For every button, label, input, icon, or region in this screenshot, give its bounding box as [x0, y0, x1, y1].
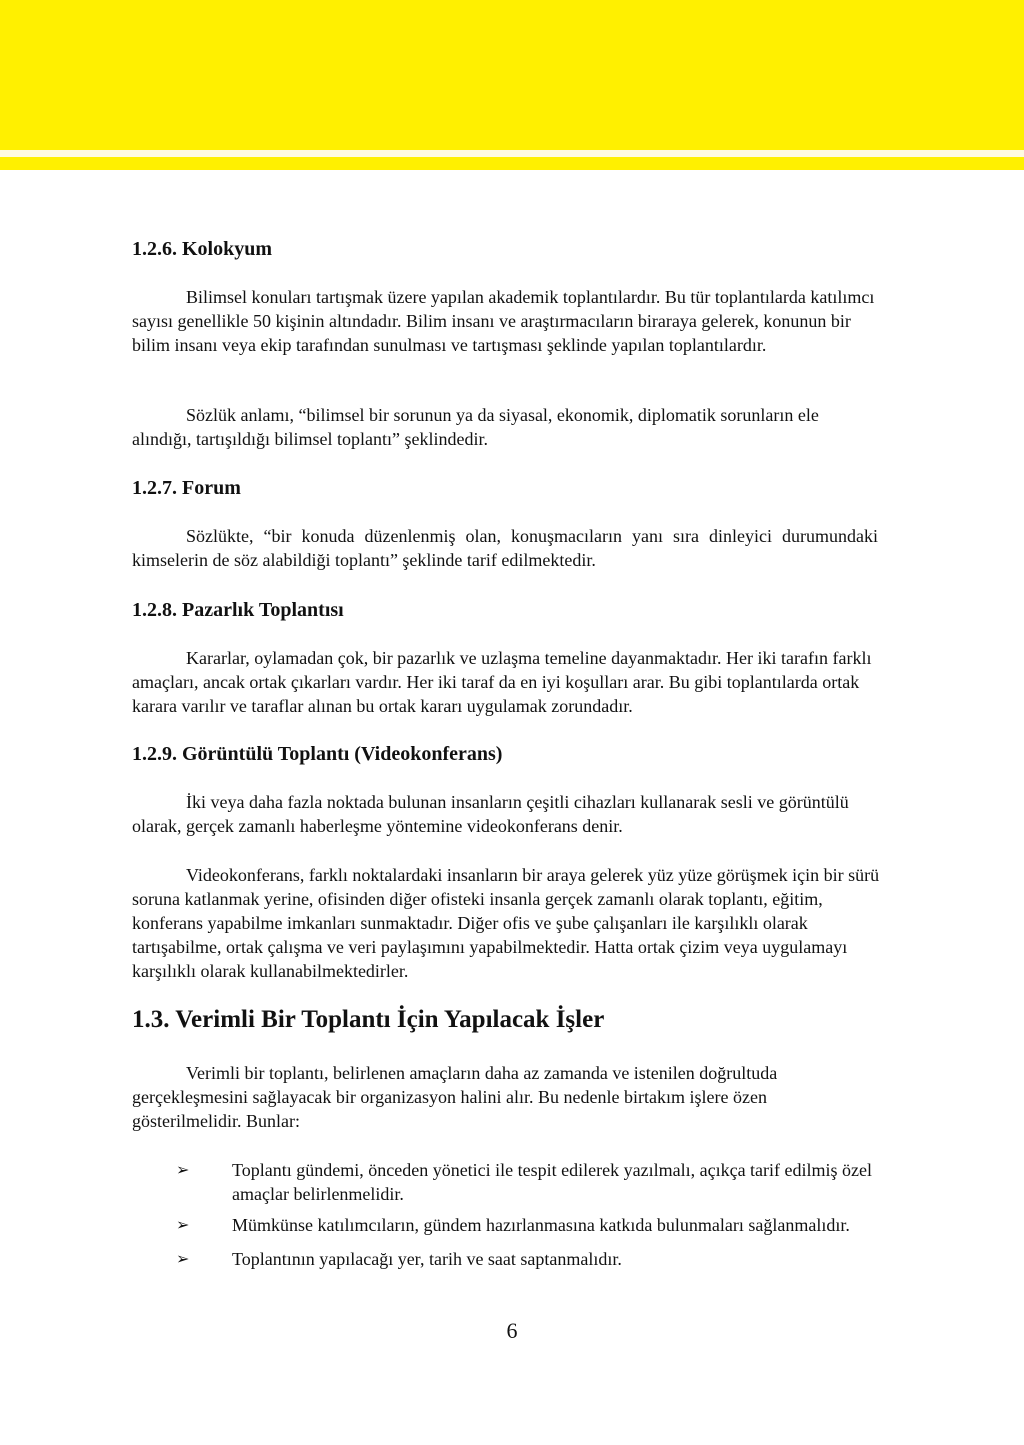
paragraph-videokonferans-definition: İki veya daha fazla noktada bulunan insanların çeşitli cihazları kullanarak sesli ve görüntülü olarak, gerçek zamanlı haberleşme yöntemine videokonferans denir.: [132, 792, 849, 836]
arrowhead-bullet-icon: ➢: [176, 1160, 190, 1179]
paragraph-pazarlik-definition: Kararlar, oylamadan çok, bir pazarlık ve uzlaşma temeline dayanmaktadır. Her iki tarafın farklı amaçları, ancak ortak çıkarları vardır. Her iki taraf da en iyi koşulları arar. Bu gibi toplantılarda ortak karara varılır ve taraflar alınan bu ortak kararı uygulamak zorundadır.: [132, 648, 872, 716]
list-item: [176, 1210, 876, 1240]
header-band-divider: [0, 150, 1024, 157]
section-heading-verimli-toplanti: 1.3. Verimli Bir Toplantı İçin Yapılacak İşler: [132, 1006, 605, 1033]
list-item-text: Mümkünse katılımcıların, gündem hazırlanmasına katkıda bulunmaları sağlanmalıdır.: [232, 1215, 850, 1235]
header-yellow-stripe: [0, 157, 1024, 170]
paragraph-forum-definition: Sözlükte, “bir konuda düzenlenmiş olan, konuşmacıların yanı sıra dinleyici durumundaki kimselerin de söz alabildiği toplantı” şeklinde tarif edilmektedir.: [132, 526, 878, 570]
section-heading-videokonferans: 1.2.9. Görüntülü Toplantı (Videokonferans): [132, 743, 503, 765]
paragraph-verimli-toplanti-intro: Verimli bir toplantı, belirlenen amaçların daha az zamanda ve istenilen doğrultuda gerçekleşmesini sağlayacak bir organizasyon halini alır. Bu nedenle birtakım işlere özen gösterilmelidir. Bunlar:: [132, 1063, 778, 1131]
section-heading-kolokyum: 1.2.6. Kolokyum: [132, 238, 273, 260]
list-item-text: Toplantının yapılacağı yer, tarih ve saat saptanmalıdır.: [232, 1249, 622, 1269]
paragraph-videokonferans-details: Videokonferans, farklı noktalardaki insanların bir araya gelerek yüz yüze görüşmek için bir sürü soruna katlanmak yerine, ofisinden diğer ofisteki insanla gerçek zamanlı olarak toplantı, eğitim, konferans yapabilme imkanları sunmaktadır. Diğer ofis ve şube çalışanları ile karşılıklı olarak tartışabilme, ortak çalışma ve veri paylaşımını yapabilmektedir. Hatta ortak çizim veya uygulamayı karşılıklı olarak kullanabilmektedirler.: [132, 865, 880, 981]
section-heading-pazarlik: 1.2.8. Pazarlık Toplantısı: [132, 599, 344, 621]
header-yellow-band: [0, 0, 1024, 150]
arrowhead-bullet-icon: ➢: [176, 1249, 190, 1268]
page-number: 6: [506, 1318, 518, 1343]
list-item: [176, 1247, 876, 1271]
list-item: [176, 1158, 876, 1206]
section-heading-forum: 1.2.7. Forum: [132, 477, 241, 499]
list-item-text: Toplantı gündemi, önceden yönetici ile tespit edilerek yazılmalı, açıkça tarif edilmiş özel amaçlar belirlenmelidir.: [232, 1160, 873, 1204]
paragraph-kolokyum-definition: Bilimsel konuları tartışmak üzere yapılan akademik toplantılardır. Bu tür toplantılarda katılımcı sayısı genellikle 50 kişinin altındadır. Bilim insanı ve araştırmacıların biraraya gelerek, konunun bir bilim insanı veya ekip tarafından sunulması ve tartışması şeklinde yapılan toplantılardır.: [132, 287, 875, 355]
arrowhead-bullet-icon: ➢: [176, 1215, 190, 1234]
paragraph-kolokyum-dictionary: Sözlük anlamı, “bilimsel bir sorunun ya da siyasal, ekonomik, diplomatik sorunların ele alındığı, tartışıldığı bilimsel toplantı” şeklindedir.: [132, 405, 819, 449]
bullet-list: [176, 1158, 876, 1278]
